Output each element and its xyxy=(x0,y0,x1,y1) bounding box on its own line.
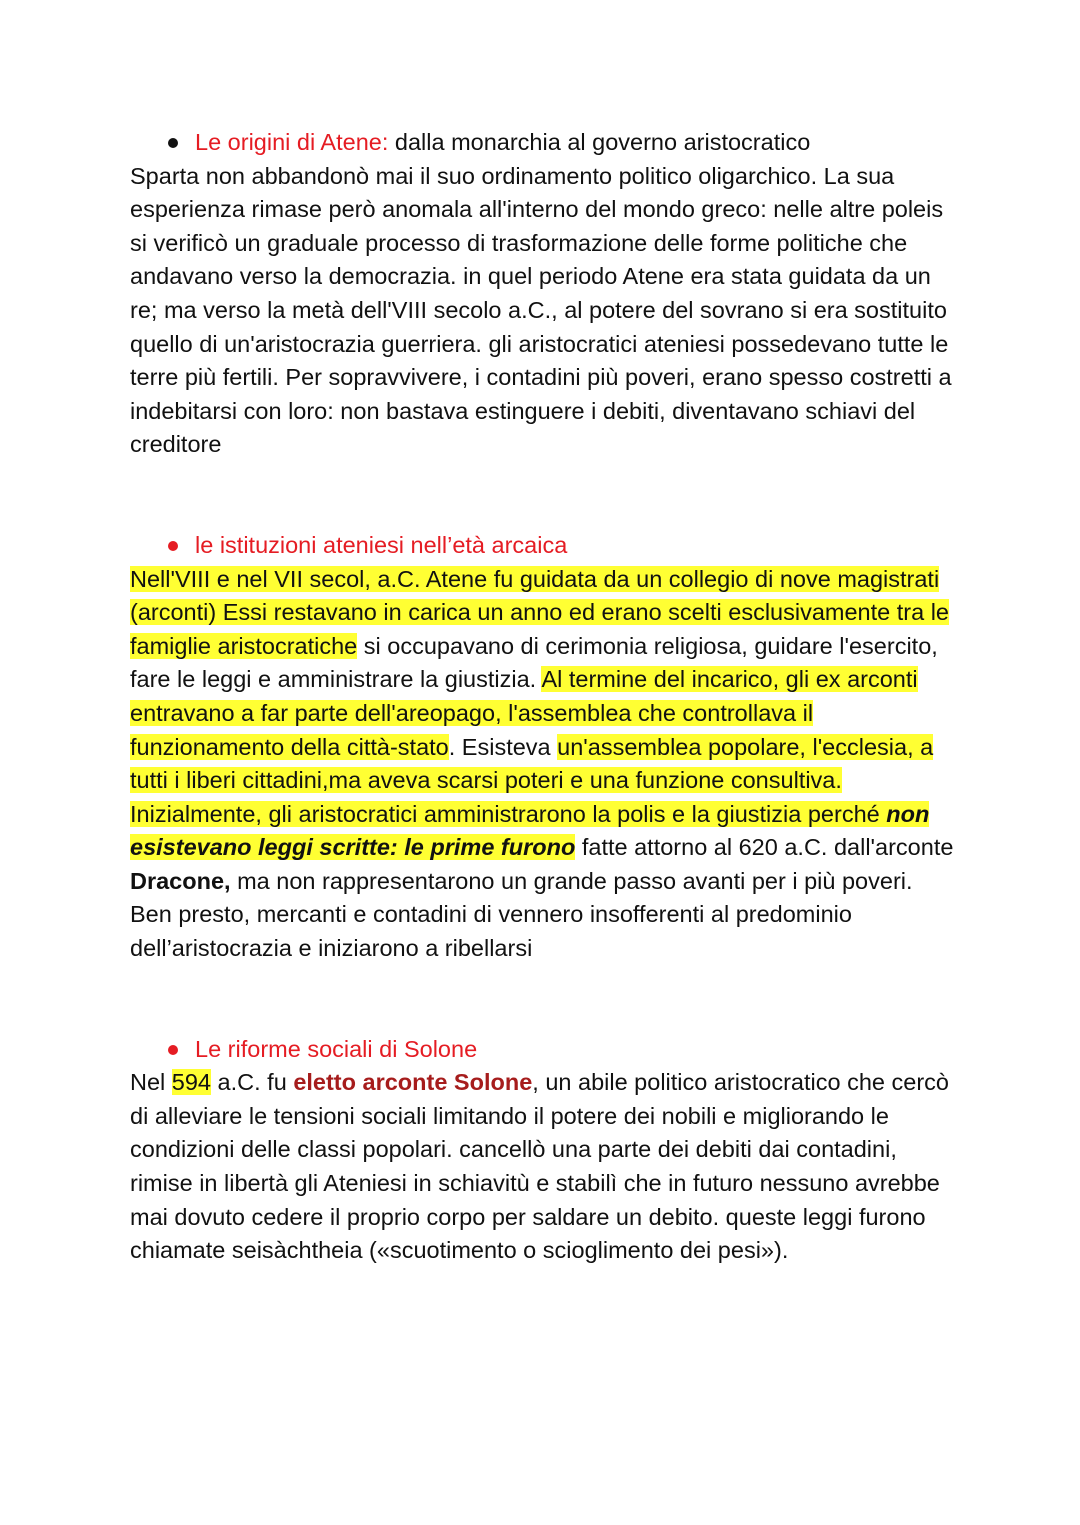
body-text: a.C. fu xyxy=(211,1069,294,1096)
section-heading xyxy=(130,1033,960,1067)
bullet-icon xyxy=(168,138,178,148)
body-text: fatte attorno al 620 a.C. dall'arconte xyxy=(575,834,954,861)
heading-title: Le riforme sociali di Solone xyxy=(195,1035,478,1062)
bold-red-text: eletto arconte Solone xyxy=(293,1069,533,1096)
section-origini-atene xyxy=(130,126,960,462)
heading-subtitle: dalla monarchia al governo aristocratico xyxy=(388,129,811,155)
section-body: Sparta non abbandonò mai il suo ordinamento politico oligarchico. La sua esperienza rimase però anomala all'interno del mondo greco: nelle altre poleis si verificò un graduale processo di trasformazione delle forme politiche che andavano verso la democrazia. in quel periodo Atene era stata guidata da un re; ma verso la metà dell'VIII secolo a.C., al potere del sovrano si era sostituito quello di un'aristocrazia guerriera. gli aristocratici ateniesi possedevano tutte le terre più fertili. Per sopravvivere, i contadini più poveri, erano spesso costretti a indebitarsi con loro: non bastava estinguere i debiti, diventavano schiavi del creditore xyxy=(130,162,952,458)
document-page xyxy=(130,126,960,1268)
highlighted-text: Al termine del incarico, gli ex arconti entravano a far parte dell'areopago, l'assemblea che controllava il funzionamento della città-stato xyxy=(130,666,918,760)
bold-text-dracone: Dracone, xyxy=(130,867,231,894)
body-text: Nel xyxy=(130,1069,172,1096)
body-text: , un abile politico aristocratico che cercò di alleviare le tensioni sociali limitando il potere dei nobili e migliorando le condizioni delle classi popolari. cancellò una parte dei debiti dai contadini, rimise in libertà gli Ateniesi in schiavitù e stabilì che in futuro nessuno avrebbe mai dovuto cedere il proprio corpo per saldare un debito. queste leggi furono chiamate seisàchtheia («scuotimento o scioglimento dei pesi»). xyxy=(130,1069,949,1264)
body-text: . Esisteva xyxy=(448,733,558,760)
highlighted-year: 594 xyxy=(171,1069,212,1096)
bullet-icon xyxy=(168,1045,178,1055)
highlighted-bold-italic-text: non esistevano leggi scritte: le prime furono xyxy=(130,800,930,861)
section-heading xyxy=(130,126,960,160)
section-solone xyxy=(130,1033,960,1268)
body-text: ma non rappresentarono un grande passo avanti per i più poveri. Ben presto, mercanti e contadini di vennero insofferenti al predominio dell’aristocrazia e iniziarono a ribellarsi xyxy=(130,867,913,962)
heading-title: le istituzioni ateniesi nell’età arcaica xyxy=(195,531,568,558)
heading-title: Le origini di Atene: xyxy=(195,129,389,155)
section-istituzioni xyxy=(130,529,960,966)
bullet-icon xyxy=(168,541,178,551)
highlighted-text: Nell'VIII e nel VII secol, a.C. Atene fu guidata da un collegio di nove magistrati (arconti) Essi restavano in carica un anno ed erano scelti esclusivamente tra le famiglie aristocratiche xyxy=(130,565,949,659)
section-body xyxy=(130,563,960,966)
section-heading xyxy=(130,529,960,563)
body-text: si occupavano di cerimonia religiosa, guidare l'esercito, fare le leggi e amministrare la giustizia. xyxy=(130,632,938,693)
section-body xyxy=(130,1066,960,1268)
highlighted-text: un'assemblea popolare, l'ecclesia, a tutti i liberi cittadini,ma aveva scarsi poteri e una funzione consultiva. Inizialmente, gli aristocratici amministrarono la polis e la giustizia perché xyxy=(130,733,934,827)
